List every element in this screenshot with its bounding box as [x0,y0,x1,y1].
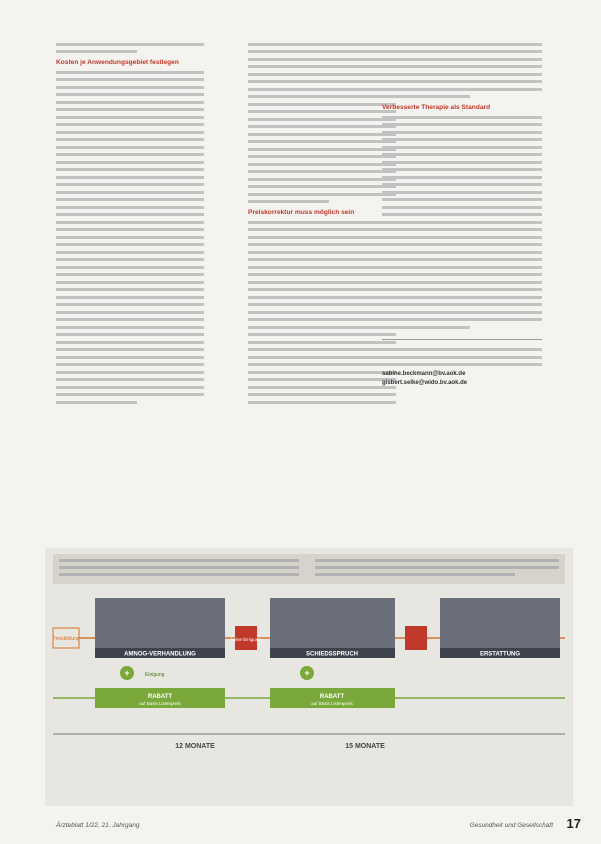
months-15-label: 15 MONATE [345,743,385,750]
agreement-label-1: Einigung [145,672,165,678]
start-label: Preisbildung [52,636,80,642]
erstattung-label: ERSTATTUNG [479,651,521,658]
column-right [382,38,542,389]
svg-text:+: + [304,668,310,678]
heading-middle: Preiskorrektur muss möglich sein [248,209,355,216]
author-email-2: gisbert.selke@wido.bv.aok.de [382,379,468,386]
footer-section: Gesundheit und Gesellschaft [469,822,553,829]
heading-right: Verbesserte Therapie als Standard [382,104,491,111]
column-left [56,38,204,408]
rabatt-mid-label: RABATT [319,694,345,700]
months-12-label: 12 MONATE [175,743,215,750]
amnog-process-diagram [45,548,573,806]
rabatt-left-label: RABATT [147,694,173,700]
column-middle [248,38,396,408]
rabatt-mid-sub: auf Basis Listenpreis [311,701,353,706]
heading-left: Kosten je Anwendungsgebiet festlegen [56,59,179,66]
no-agreement-label: keine Einigung [231,637,261,642]
amnog-negotiation-label: AMNOG-VERHANDLUNG [124,651,196,658]
svg-text:+: + [124,668,130,678]
page-number: 17 [566,816,581,831]
rabatt-left-sub: auf Basis Listenpreis [139,701,181,706]
author-email-1: sabine.beckmann@bv.aok.de [382,370,466,377]
schiedsspruch-label: SCHIEDSSPRUCH [305,651,359,658]
footer-journal: Ärzteblatt 1/22, 21. Jahrgang [56,822,140,829]
